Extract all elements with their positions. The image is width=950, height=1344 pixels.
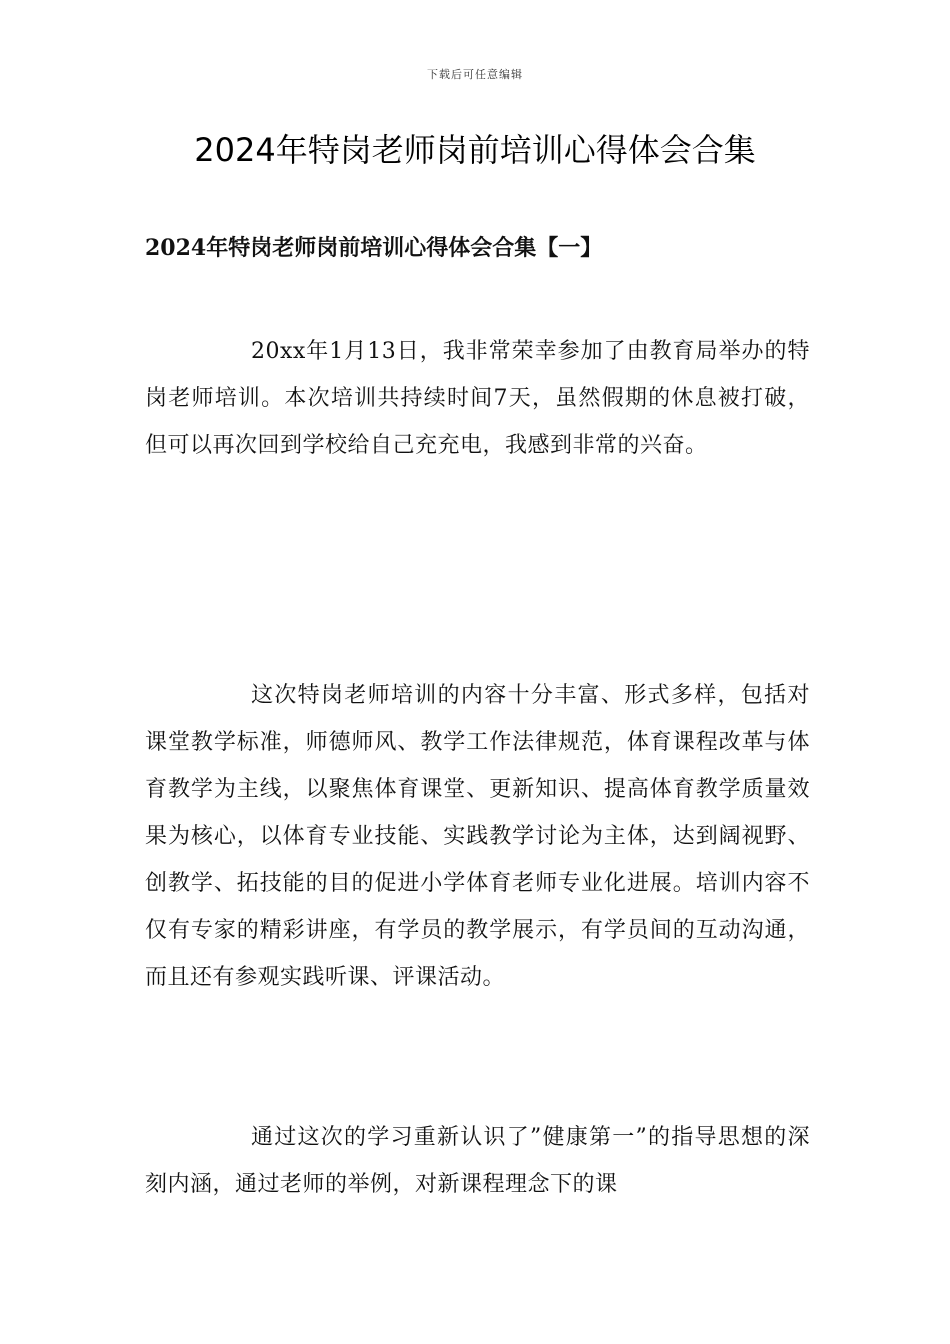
- document-title: 2024年特岗老师岗前培训心得体会合集: [194, 131, 756, 169]
- paragraph-1: 20xx年1月13日，我非常荣幸参加了由教育局举办的特岗老师培训。本次培训共持续时间7天，虽然假期的休息被打破，但可以再次回到学校给自己充充电，我感到非常的兴奋。: [145, 339, 810, 458]
- page-header-note: 下载后可任意编辑: [427, 68, 523, 81]
- paragraph-2: 这次特岗老师培训的内容十分丰富、形式多样，包括对课堂教学标准，师德师风、教学工作法律规范，体育课程改革与体育教学为主线，以聚焦体育课堂、更新知识、提高体育教学质量效果为核心，以体育专业技能、实践教学讨论为主体，达到阔视野、创教学、拓技能的目的促进小学体育老师专业化进展。培训内容不仅有专家的精彩讲座，有学员的教学展示，有学员间的互动沟通，而且还有参观实践听课、评课活动。: [145, 683, 810, 990]
- paragraph-3: 通过这次的学习重新认识了”健康第一”的指导思想的深刻内涵，通过老师的举例，对新课程理念下的课: [145, 1125, 810, 1197]
- section-heading: 2024年特岗老师岗前培训心得体会合集【一】: [145, 235, 603, 261]
